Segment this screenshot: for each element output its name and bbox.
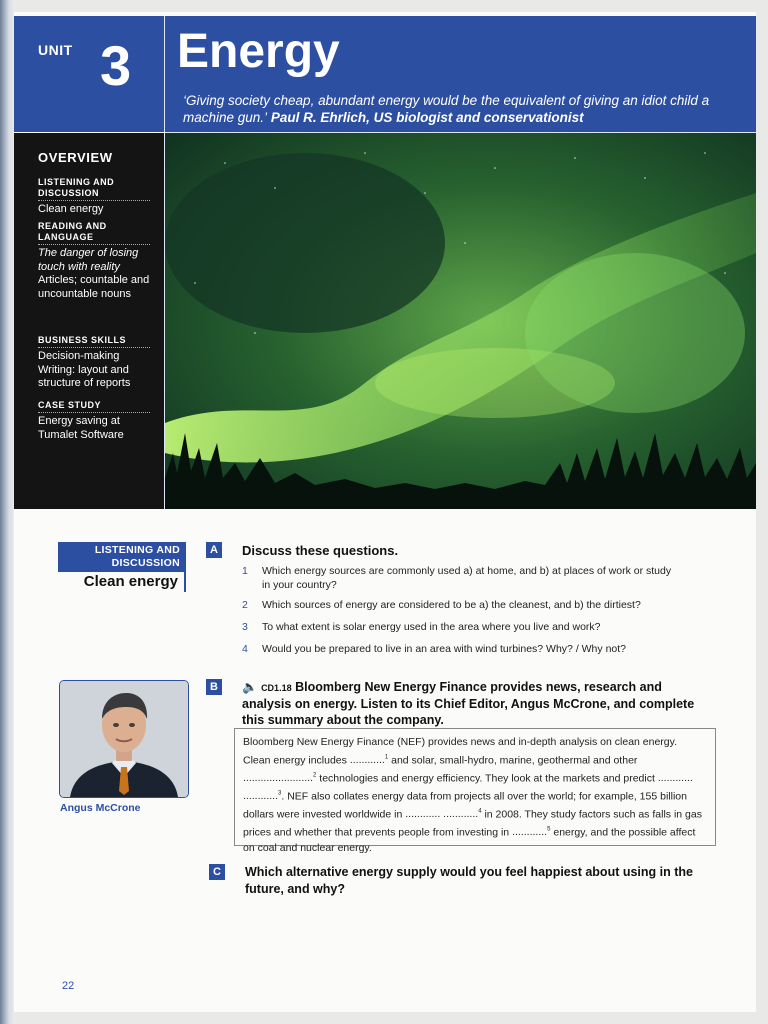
- summary-box: [234, 728, 716, 854]
- textbook-page: [14, 12, 756, 1012]
- question-text: Which sources of energy are considered to be a) the cleanest, and b) the dirtiest?: [262, 599, 641, 611]
- question-text: Would you be prepared to live in an area with wind turbines? Why? / Why not?: [262, 643, 627, 655]
- quote-text: ‘Giving society cheap, abundant energy would be the equivalent of giving an idiot child a machine gun.’: [183, 93, 710, 125]
- question-text: Which energy sources are commonly used a) at home, and b) at places of work or study in your country?: [262, 565, 672, 591]
- gap-1[interactable]: ............$^1$: [349, 754, 389, 766]
- question-item: [242, 564, 682, 592]
- summary-text: technologies and energy efficiency. They look at the markets and predict: [319, 772, 655, 784]
- aurora-photo: [165, 133, 756, 509]
- gap-5[interactable]: ............$^5$: [512, 826, 551, 838]
- task-a-heading: Discuss these questions.: [242, 543, 399, 558]
- unit-label: UNIT: [38, 42, 73, 58]
- overview-item: The danger of losing touch with reality: [38, 247, 139, 273]
- task-a-badge: A: [206, 542, 222, 558]
- overview-section-case-study: [38, 400, 150, 442]
- overview-heading: READING AND LANGUAGE: [38, 221, 150, 245]
- overview-item: Clean energy: [38, 203, 104, 215]
- section-tag: [58, 542, 186, 590]
- angus-mccrone-photo: [59, 680, 189, 798]
- overview-item: Energy saving at Tumalet Software: [38, 415, 124, 441]
- unit-number: 3: [100, 34, 132, 97]
- page-number: 22: [62, 980, 75, 992]
- book-spine: [0, 0, 14, 1024]
- task-c-badge: C: [209, 864, 225, 880]
- gap-number: 2: [313, 772, 317, 779]
- unit-title: Energy: [177, 25, 340, 78]
- gap-number: 5: [547, 826, 551, 833]
- task-b-badge: B: [206, 679, 222, 695]
- cd-track: CD1.18: [261, 683, 292, 693]
- gap-number: 3: [278, 790, 282, 797]
- gap-3[interactable]: ............ ............$^3$: [243, 772, 693, 802]
- gap-2[interactable]: ........................$^2$: [243, 772, 317, 784]
- overview-heading: BUSINESS SKILLS: [38, 335, 150, 348]
- section-tag-label: LISTENING AND DISCUSSION: [58, 542, 186, 572]
- portrait-illustration: [60, 681, 188, 797]
- overview-heading: LISTENING AND DISCUSSION: [38, 177, 150, 201]
- question-number: 1: [242, 565, 248, 577]
- aurora-illustration: [165, 133, 756, 509]
- overview-section-listening: [38, 177, 150, 217]
- audio-icon[interactable]: 🔈: [242, 680, 258, 694]
- overview-item: Articles; countable and uncountable nouns: [38, 274, 150, 300]
- photo-caption: Angus McCrone: [60, 802, 141, 814]
- task-b-instruction: Bloomberg New Energy Finance provides news, research and analysis on energy. Listen to its Chief Editor, Angus McCrone, and complete this summary about the company.: [242, 680, 695, 727]
- question-number: 2: [242, 599, 248, 611]
- quote-author: Paul R. Ehrlich, US biologist and conservationist: [270, 110, 584, 125]
- summary-text: in 2008. They study factors such as falls in gas prices and whether that prevents people from investing in: [243, 808, 702, 838]
- overview-title: OVERVIEW: [38, 150, 113, 165]
- question-number: 4: [242, 643, 248, 655]
- overview-item: Decision-making: [38, 350, 120, 362]
- question-item: [242, 642, 682, 656]
- overview-item: Writing: layout and structure of reports: [38, 363, 131, 389]
- question-item: [242, 620, 682, 634]
- unit-box: [14, 16, 165, 132]
- overview-heading: CASE STUDY: [38, 400, 150, 413]
- summary-text: . NEF also collates energy data from projects all over the world; for example, 155 billion dollars were invested worldwide in: [243, 790, 687, 820]
- question-number: 3: [242, 621, 248, 633]
- section-tag-title: Clean energy: [58, 572, 186, 592]
- summary-text: Bloomberg New Energy Finance (NEF) provides news and in-depth analysis on clean energy. Clean energy includes: [243, 736, 678, 766]
- task-b-heading: [242, 679, 712, 728]
- question-item: [242, 598, 682, 612]
- gap-number: 4: [478, 808, 482, 815]
- overview-panel: [14, 133, 165, 509]
- gap-4[interactable]: ............ ............$^4$: [405, 808, 482, 820]
- gap-number: 1: [384, 754, 389, 761]
- title-banner: [165, 16, 756, 133]
- overview-section-reading: [38, 221, 150, 301]
- summary-text: energy, and the possible affect on coal and nuclear energy.: [243, 826, 696, 854]
- opening-quote: [183, 92, 743, 126]
- summary-text: and solar, small-hydro, marine, geothermal and other: [391, 754, 638, 766]
- task-c-heading: Which alternative energy supply would you feel happiest about using in the future, and why?: [245, 865, 693, 896]
- question-text: To what extent is solar energy used in the area where you live and work?: [262, 621, 601, 633]
- overview-section-business: [38, 335, 150, 391]
